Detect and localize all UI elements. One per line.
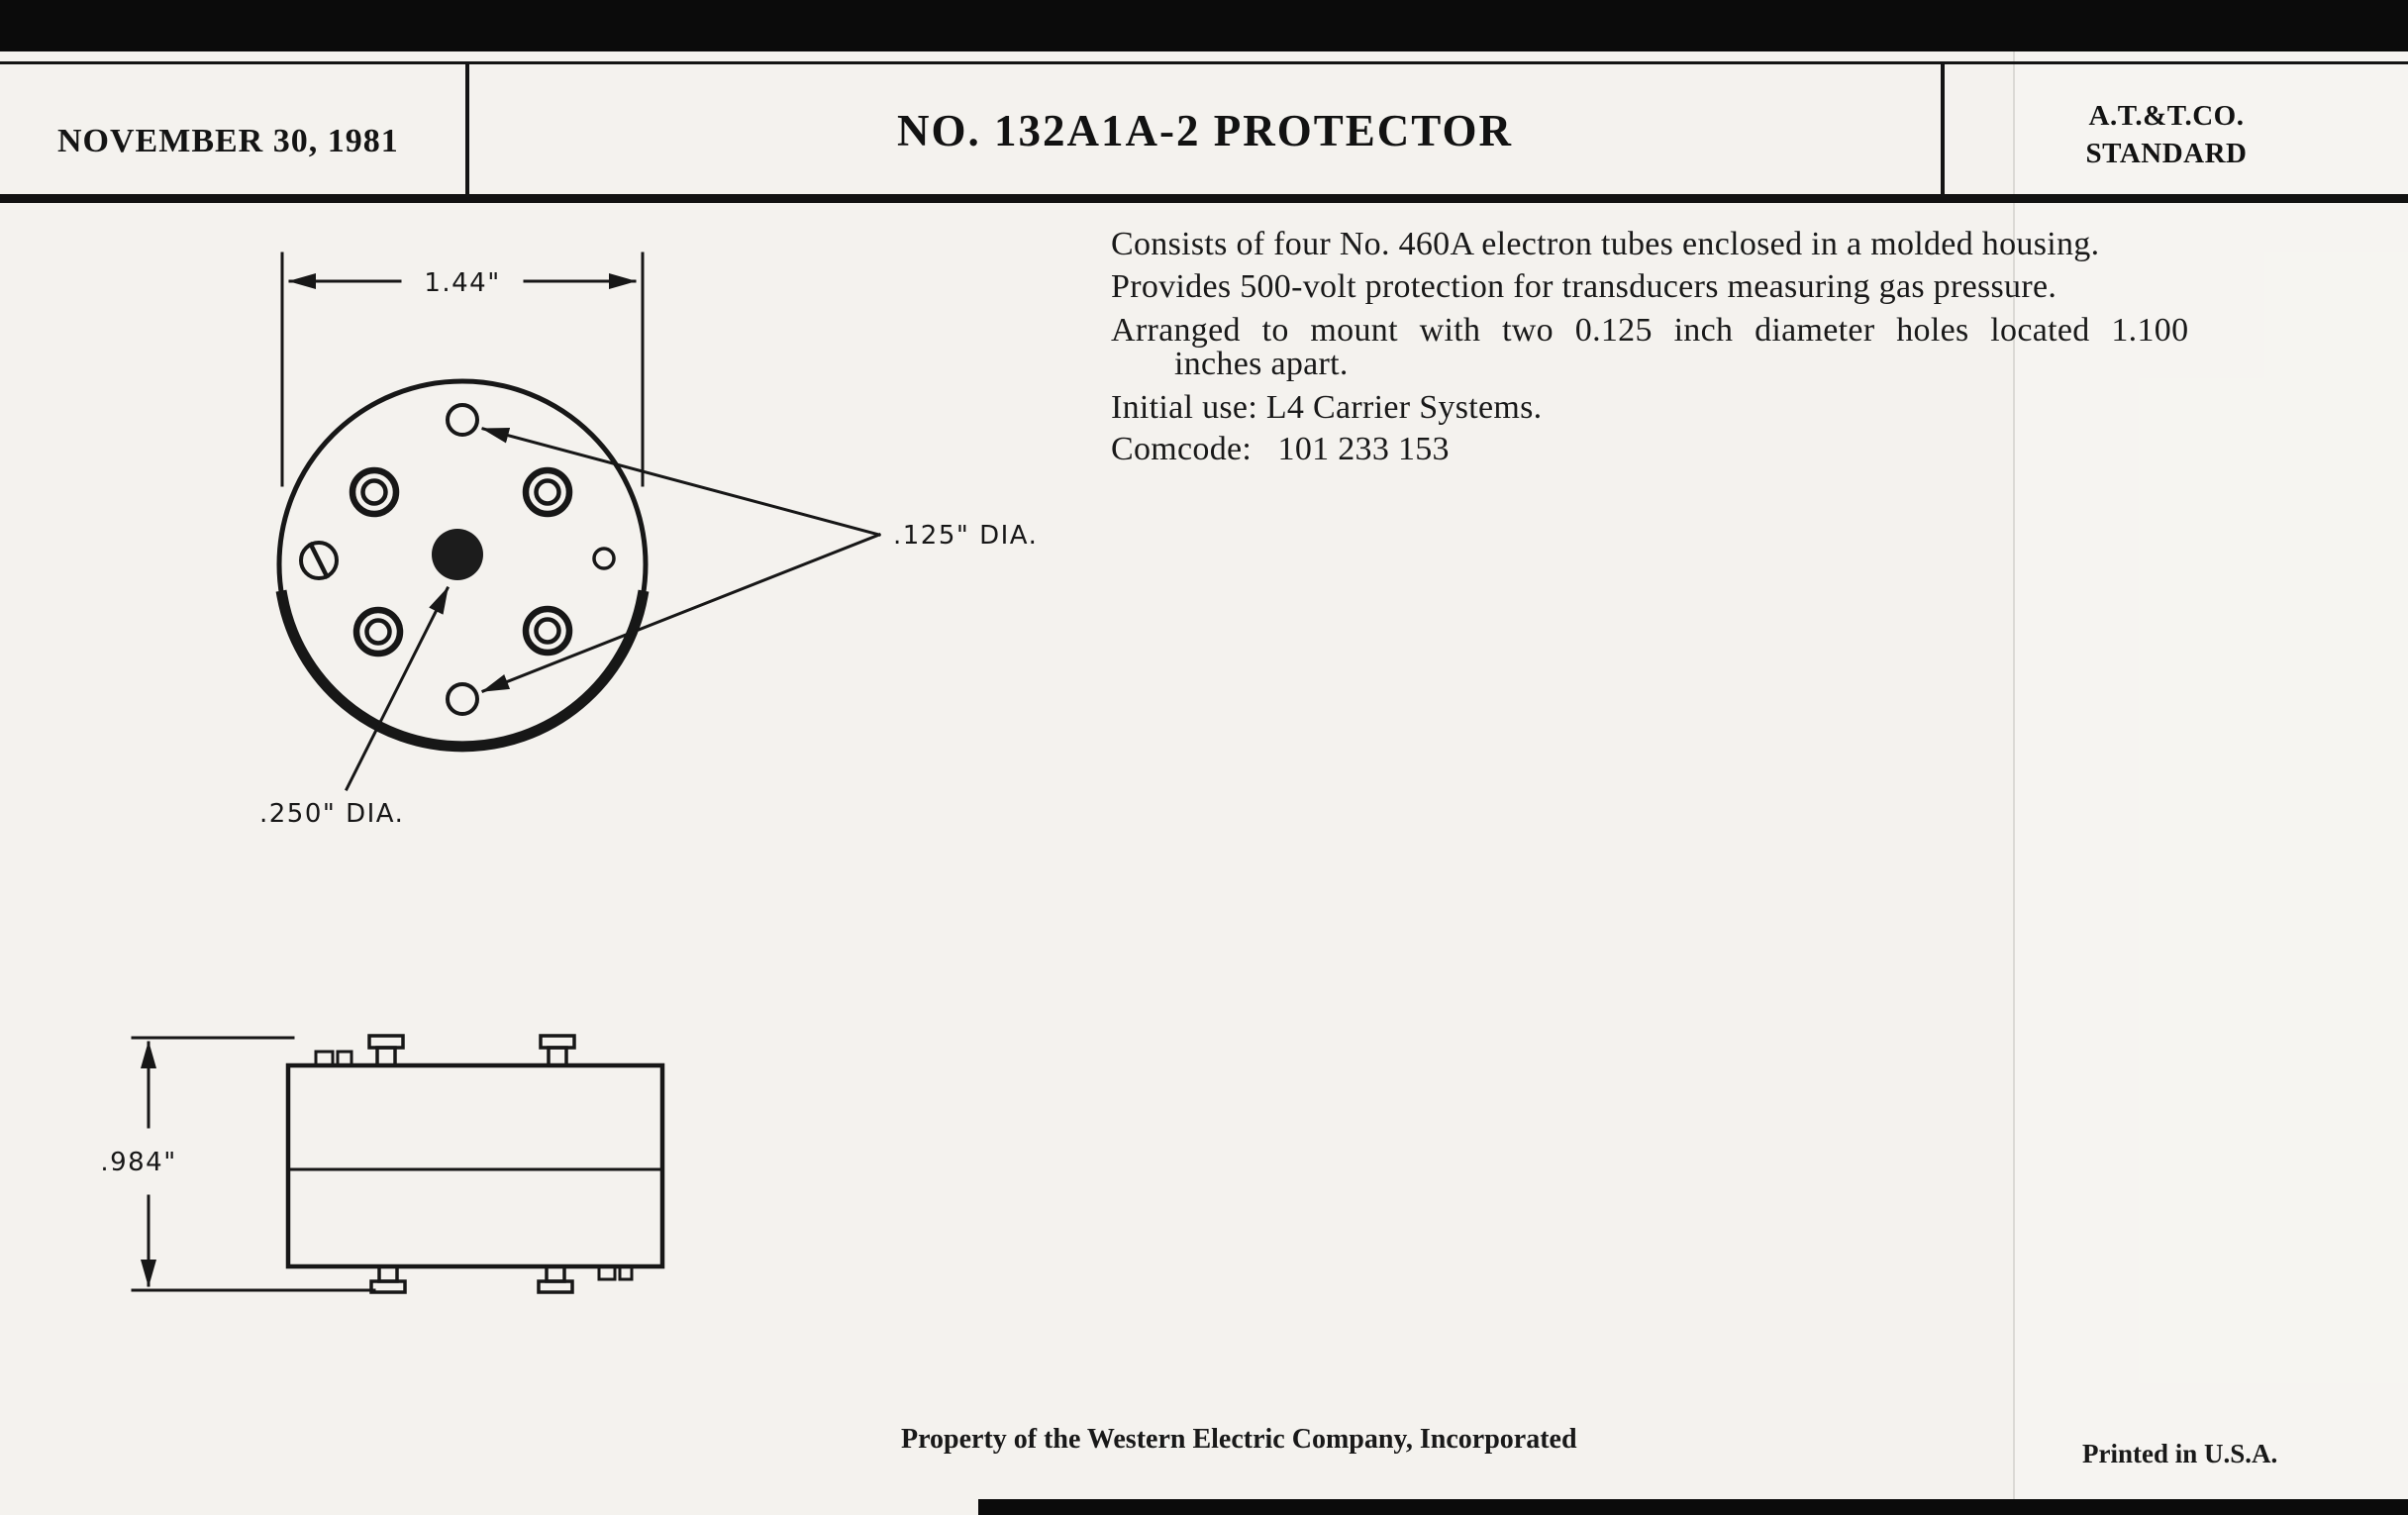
index-hole: [594, 549, 614, 568]
tube-socket: [526, 470, 569, 514]
terminal-post-bottom: [539, 1266, 572, 1292]
center-hole: [432, 529, 483, 580]
footer-printed-in: Printed in U.S.A.: [2082, 1439, 2278, 1468]
description-line-comcode: Comcode: 101 233 153: [1111, 431, 1450, 467]
leader-line-bottom-hole: [483, 535, 879, 691]
org-name: A.T.&T.CO.: [2088, 100, 2245, 132]
description-line-initial-use: Initial use: L4 Carrier Systems.: [1111, 389, 1543, 426]
description-line: inches apart.: [1174, 346, 1349, 382]
width-dimension-label: 1.44": [424, 268, 501, 298]
page-title: NO. 132A1A-2 PROTECTOR: [897, 106, 1513, 155]
top-view-drawing: [259, 253, 1038, 829]
mounting-hole-top: [448, 405, 477, 435]
center-hole-dia-label: .250" DIA.: [259, 799, 405, 829]
description-line: Arranged to mount with two 0.125 inch diameter holes located 1.100: [1111, 312, 2189, 349]
tube-socket: [356, 610, 400, 654]
description-line: Consists of four No. 460A electron tubes enclosed in a molded housing.: [1111, 226, 2100, 262]
header-date: NOVEMBER 30, 1981: [57, 123, 399, 159]
outline-shadow-arc: [282, 596, 643, 747]
footer-property-notice: Property of the Western Electric Company, Incorporated: [901, 1424, 1577, 1455]
side-view-drawing: [100, 1036, 662, 1292]
mounting-hole-bottom: [448, 684, 477, 714]
org-standard-label: STANDARD: [2085, 138, 2248, 169]
tube-socket: [526, 609, 569, 653]
small-holes-dia-label: .125" DIA.: [893, 521, 1039, 551]
description-line: Provides 500-volt protection for transducers measuring gas pressure.: [1111, 268, 2057, 305]
terminal-post-bottom: [371, 1266, 405, 1292]
housing-body: [288, 1065, 662, 1266]
screw-head: [301, 543, 337, 578]
tube-socket: [352, 470, 396, 514]
height-dimension-label: .984": [100, 1148, 177, 1177]
terminal-post-top: [369, 1036, 403, 1065]
terminal-post-top: [541, 1036, 574, 1065]
